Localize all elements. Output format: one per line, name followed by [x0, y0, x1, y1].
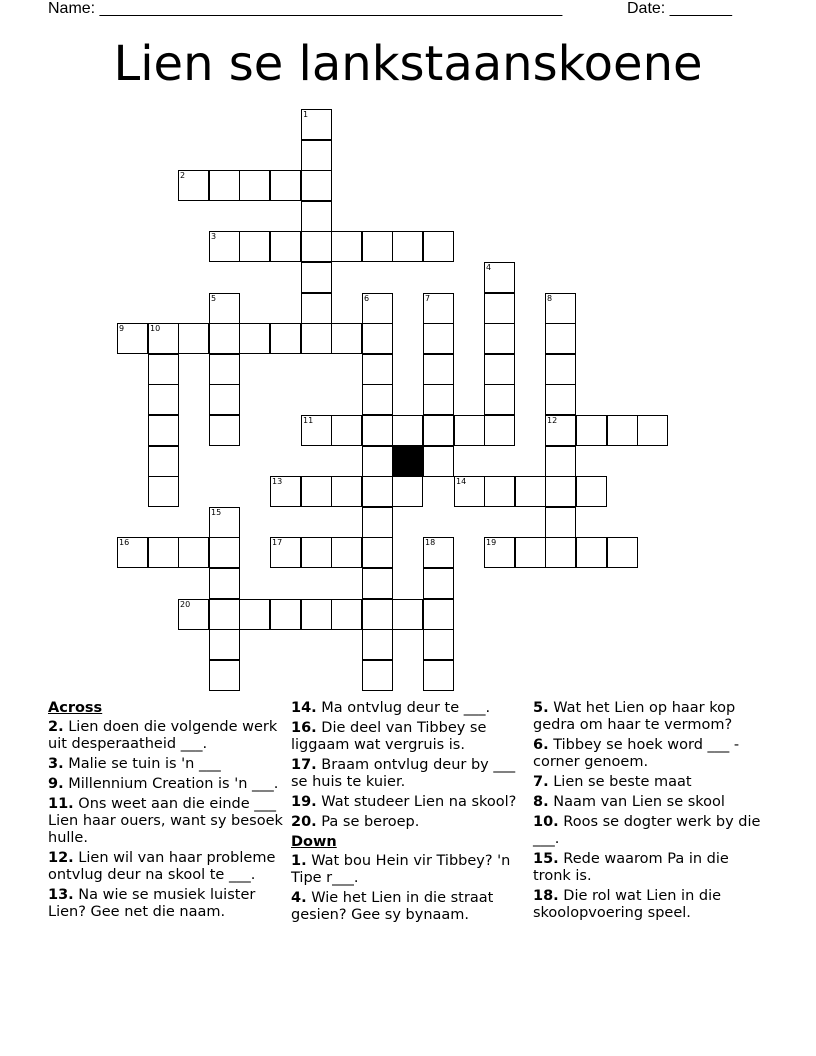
grid-cell[interactable] [331, 599, 362, 630]
grid-cell[interactable] [148, 354, 179, 385]
grid-cell[interactable] [270, 170, 301, 201]
clue-column-2 [291, 700, 527, 927]
grid-cell[interactable] [239, 170, 270, 201]
across-clue-12: 12. Lien wil van haar probleme ontvlug deur na skool te ___. [48, 850, 276, 883]
grid-cell[interactable] [545, 446, 576, 477]
grid-cell[interactable] [423, 599, 454, 630]
grid-cell[interactable] [576, 537, 607, 568]
grid-cell[interactable] [362, 537, 393, 568]
grid-cell[interactable] [301, 323, 332, 354]
grid-cell[interactable] [484, 323, 515, 354]
grid-cell[interactable] [392, 231, 423, 262]
down-clue-15: 15. Rede waarom Pa in die tronk is. [533, 851, 729, 884]
grid-cell[interactable] [117, 323, 148, 354]
down-clue-18: 18. Die rol wat Lien in die skoolopvoering speel. [533, 888, 722, 921]
grid-cell[interactable] [270, 323, 301, 354]
grid-cell[interactable] [362, 354, 393, 385]
black-grid-cell [392, 446, 423, 477]
grid-cell[interactable] [423, 446, 454, 477]
date-field-label: Date: _______ [627, 0, 732, 17]
clue-column-1 [48, 700, 284, 924]
grid-cell[interactable] [423, 415, 454, 446]
grid-cell[interactable] [454, 476, 485, 507]
grid-cell[interactable] [545, 415, 576, 446]
grid-cell[interactable] [301, 476, 332, 507]
down-heading: Down [291, 834, 337, 850]
grid-cell[interactable] [148, 415, 179, 446]
grid-cell[interactable] [209, 231, 240, 262]
down-clue-10: 10. Roos se dogter werk by die ___. [533, 814, 761, 847]
across-clue-3: 3. Malie se tuin is 'n ___ [48, 756, 221, 772]
down-clue-6: 6. Tibbey se hoek word ___ - corner genoem. [533, 737, 740, 770]
grid-cell[interactable] [607, 415, 638, 446]
grid-cell[interactable] [392, 415, 423, 446]
grid-cell[interactable] [545, 293, 576, 324]
grid-cell[interactable] [270, 476, 301, 507]
grid-cell[interactable] [545, 384, 576, 415]
grid-cell[interactable] [209, 170, 240, 201]
grid-cell[interactable] [423, 629, 454, 660]
grid-cell[interactable] [637, 415, 668, 446]
grid-cell[interactable] [545, 476, 576, 507]
grid-cell[interactable] [301, 537, 332, 568]
grid-cell[interactable] [178, 537, 209, 568]
grid-cell[interactable] [301, 262, 332, 293]
grid-cell[interactable] [301, 201, 332, 232]
clue-number: 16 [119, 538, 130, 547]
grid-cell[interactable] [270, 231, 301, 262]
down-clue-7: 7. Lien se beste maat [533, 774, 692, 790]
grid-cell[interactable] [178, 323, 209, 354]
grid-cell[interactable] [362, 599, 393, 630]
grid-cell[interactable] [209, 660, 240, 691]
grid-cell[interactable] [331, 231, 362, 262]
across-clue-16: 16. Die deel van Tibbey se liggaam wat vergruis is. [291, 720, 487, 753]
clue-number: 19 [486, 538, 497, 547]
across-clue-19: 19. Wat studeer Lien na skool? [291, 794, 517, 810]
across-heading: Across [48, 700, 103, 716]
grid-cell[interactable] [301, 109, 332, 140]
grid-cell[interactable] [423, 293, 454, 324]
grid-cell[interactable] [209, 384, 240, 415]
page-title: Lien se lankstaanskoene [113, 36, 703, 92]
grid-cell[interactable] [515, 476, 546, 507]
down-clue-8: 8. Naam van Lien se skool [533, 794, 725, 810]
grid-cell[interactable] [362, 568, 393, 599]
grid-cell[interactable] [209, 599, 240, 630]
grid-cell[interactable] [515, 537, 546, 568]
grid-cell[interactable] [148, 323, 179, 354]
grid-cell[interactable] [545, 354, 576, 385]
clue-number: 4 [486, 263, 492, 272]
grid-cell[interactable] [484, 537, 515, 568]
grid-cell[interactable] [484, 384, 515, 415]
grid-cell[interactable] [209, 568, 240, 599]
grid-cell[interactable] [545, 323, 576, 354]
clue-number: 8 [547, 294, 553, 303]
grid-cell[interactable] [239, 599, 270, 630]
grid-cell[interactable] [209, 507, 240, 538]
clue-number: 2 [180, 171, 186, 180]
grid-cell[interactable] [301, 599, 332, 630]
grid-cell[interactable] [148, 446, 179, 477]
grid-cell[interactable] [301, 231, 332, 262]
grid-cell[interactable] [209, 629, 240, 660]
clue-number: 10 [150, 324, 161, 333]
grid-cell[interactable] [178, 599, 209, 630]
grid-cell[interactable] [331, 476, 362, 507]
grid-cell[interactable] [362, 629, 393, 660]
grid-cell[interactable] [545, 507, 576, 538]
grid-cell[interactable] [576, 415, 607, 446]
grid-cell[interactable] [301, 415, 332, 446]
grid-cell[interactable] [148, 476, 179, 507]
clue-number: 18 [425, 538, 436, 547]
grid-cell[interactable] [484, 476, 515, 507]
grid-cell[interactable] [362, 446, 393, 477]
grid-cell[interactable] [484, 262, 515, 293]
grid-cell[interactable] [209, 537, 240, 568]
across-clue-9: 9. Millennium Creation is 'n ___. [48, 776, 279, 792]
across-clue-2: 2. Lien doen die volgende werk uit desperaatheid ___. [48, 719, 278, 752]
grid-cell[interactable] [392, 476, 423, 507]
grid-cell[interactable] [423, 323, 454, 354]
clue-column-3 [533, 700, 769, 925]
clue-number: 1 [303, 110, 309, 119]
grid-cell[interactable] [423, 231, 454, 262]
across-clue-13: 13. Na wie se musiek luister Lien? Gee net die naam. [48, 887, 256, 920]
clue-number: 20 [180, 600, 191, 609]
grid-cell[interactable] [423, 537, 454, 568]
grid-cell[interactable] [484, 293, 515, 324]
grid-cell[interactable] [423, 354, 454, 385]
grid-cell[interactable] [362, 231, 393, 262]
down-clue-4: 4. Wie het Lien in die straat gesien? Gee sy bynaam. [291, 890, 494, 923]
grid-cell[interactable] [362, 660, 393, 691]
grid-cell[interactable] [270, 599, 301, 630]
grid-cell[interactable] [392, 599, 423, 630]
clue-number: 7 [425, 294, 431, 303]
grid-cell[interactable] [423, 568, 454, 599]
grid-cell[interactable] [423, 384, 454, 415]
grid-cell[interactable] [331, 323, 362, 354]
grid-cell[interactable] [607, 537, 638, 568]
grid-cell[interactable] [301, 170, 332, 201]
grid-cell[interactable] [362, 507, 393, 538]
grid-cell[interactable] [362, 384, 393, 415]
clue-number: 17 [272, 538, 283, 547]
clue-number: 6 [364, 294, 370, 303]
grid-cell[interactable] [209, 415, 240, 446]
across-clue-17: 17. Braam ontvlug deur by ___ se huis te kuier. [291, 757, 516, 790]
grid-cell[interactable] [148, 384, 179, 415]
grid-cell[interactable] [331, 537, 362, 568]
clue-number: 3 [211, 232, 217, 241]
name-field-label: Name: ____________________________________________________ [48, 0, 563, 17]
grid-cell[interactable] [454, 415, 485, 446]
across-clue-20: 20. Pa se beroep. [291, 814, 420, 830]
clue-number: 15 [211, 508, 222, 517]
grid-cell[interactable] [423, 660, 454, 691]
grid-cell[interactable] [209, 354, 240, 385]
clue-number: 12 [547, 416, 558, 425]
grid-cell[interactable] [484, 415, 515, 446]
grid-cell[interactable] [270, 537, 301, 568]
grid-cell[interactable] [239, 231, 270, 262]
grid-cell[interactable] [148, 537, 179, 568]
across-clue-14: 14. Ma ontvlug deur te ___. [291, 700, 491, 716]
grid-cell[interactable] [301, 293, 332, 324]
down-clue-5: 5. Wat het Lien op haar kop gedra om haar te vermom? [533, 700, 736, 733]
grid-cell[interactable] [301, 140, 332, 171]
clue-number: 14 [456, 477, 467, 486]
grid-cell[interactable] [362, 415, 393, 446]
grid-cell[interactable] [362, 293, 393, 324]
grid-cell[interactable] [362, 323, 393, 354]
grid-cell[interactable] [576, 476, 607, 507]
clue-number: 9 [119, 324, 125, 333]
grid-cell[interactable] [209, 323, 240, 354]
clue-number: 13 [272, 477, 283, 486]
grid-cell[interactable] [331, 415, 362, 446]
clue-number: 11 [303, 416, 314, 425]
grid-cell[interactable] [484, 354, 515, 385]
grid-cell[interactable] [545, 537, 576, 568]
grid-cell[interactable] [178, 170, 209, 201]
down-clue-1: 1. Wat bou Hein vir Tibbey? 'n Tipe r___. [291, 853, 511, 886]
across-clue-11: 11. Ons weet aan die einde ___ Lien haar ouers, want sy besoek hulle. [48, 796, 283, 846]
grid-cell[interactable] [209, 293, 240, 324]
grid-cell[interactable] [239, 323, 270, 354]
grid-cell[interactable] [362, 476, 393, 507]
clue-number: 5 [211, 294, 217, 303]
grid-cell[interactable] [117, 537, 148, 568]
